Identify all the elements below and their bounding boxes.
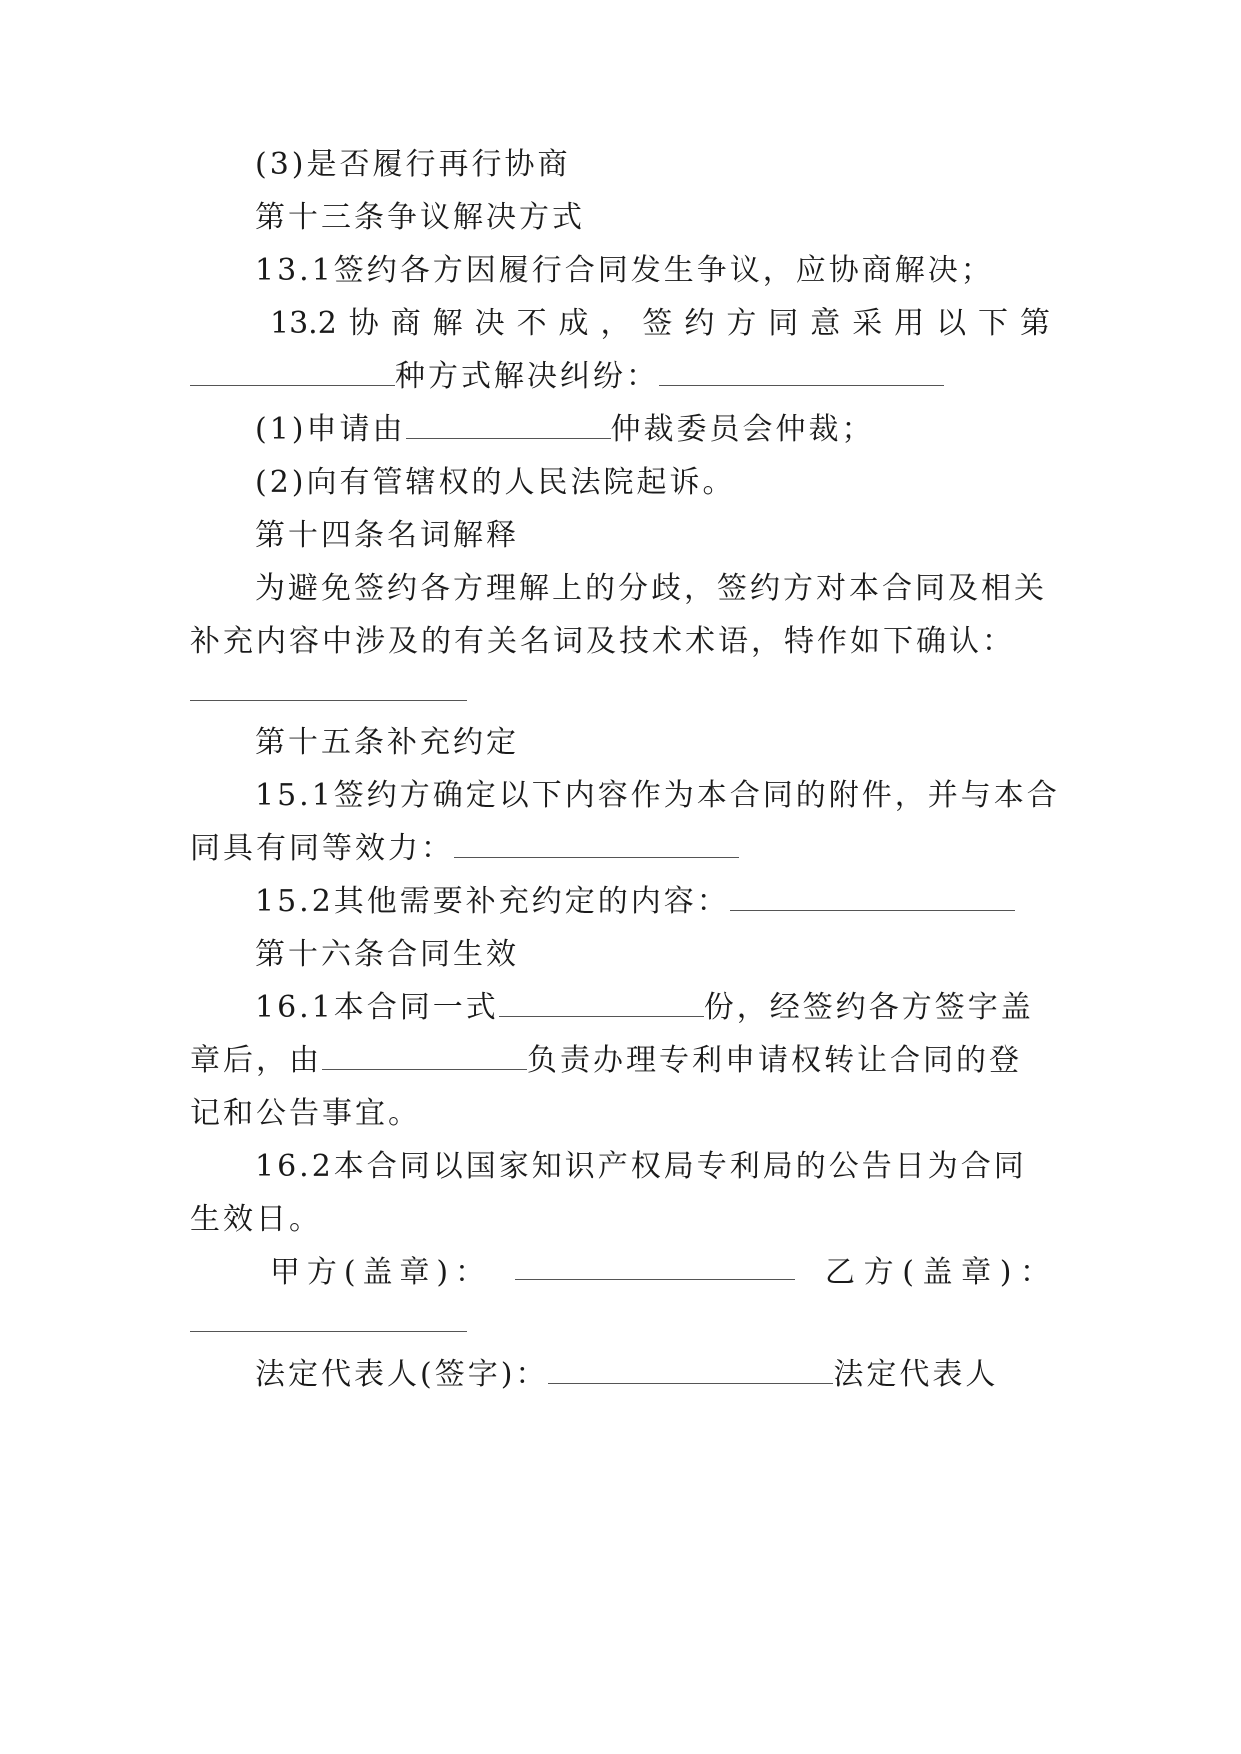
clause-13-2-char: 不 bbox=[516, 306, 547, 341]
blank-term-definitions[interactable] bbox=[190, 700, 467, 701]
clause-16-1-text-c: 章后，由 bbox=[190, 1043, 322, 1078]
clause-13-2-char: 用 bbox=[894, 306, 925, 341]
clause-13-2-char: 采 bbox=[852, 306, 883, 341]
article-16-heading: 第十六条合同生效 bbox=[255, 937, 519, 972]
clause-15-2-text: 15.2其他需要补充约定的内容： bbox=[255, 884, 730, 919]
clause-16-2-line-1: 16.2本合同以国家知识产权局专利局的公告日为合同 bbox=[255, 1149, 1027, 1184]
clause-16-1-text-a: 16.1本合同一式 bbox=[255, 990, 499, 1025]
clause-15-1-text: 同具有同等效力： bbox=[190, 831, 454, 866]
party-a-seal-label bbox=[270, 1253, 485, 1293]
legal-rep-a-label: 法定代表人(签字)： bbox=[255, 1357, 549, 1392]
clause-13-2-char: 决 bbox=[474, 306, 505, 341]
clause-13-2-line bbox=[270, 304, 1050, 344]
article-14-para-line-1: 为避免签约各方理解上的分歧，签约方对本合同及相关 bbox=[255, 571, 1047, 606]
clause-16-1-line-3: 记和公告事宜。 bbox=[190, 1096, 421, 1131]
clause-13-2-char: 下 bbox=[978, 306, 1009, 341]
clause-13-1: 13.1签约各方因履行合同发生争议，应协商解决； bbox=[255, 253, 994, 288]
blank-dispute-method-number[interactable] bbox=[190, 359, 395, 386]
party-a-char: 章 bbox=[399, 1255, 430, 1290]
clause-13-2-char: 方 bbox=[726, 306, 757, 341]
clause-13-2-char: ， bbox=[600, 306, 631, 341]
item-3-negotiate: (3)是否履行再行协商 bbox=[255, 147, 571, 182]
party-b-seal-label bbox=[825, 1253, 1050, 1293]
party-a-char: ( bbox=[343, 1255, 356, 1290]
party-a-char: ) bbox=[436, 1255, 449, 1290]
clause-13-2-char: 协 bbox=[348, 306, 379, 341]
party-b-char: 乙 bbox=[825, 1255, 855, 1290]
article-13-heading: 第十三条争议解决方式 bbox=[255, 200, 585, 235]
party-b-char: 方 bbox=[863, 1255, 894, 1290]
clause-16-1-text-b: 份，经签约各方签字盖 bbox=[703, 990, 1034, 1025]
party-a-char: 盖 bbox=[362, 1255, 393, 1290]
blank-party-b-seal[interactable] bbox=[190, 1331, 467, 1332]
blank-arbitration-commission[interactable] bbox=[406, 412, 611, 439]
clause-15-1-line-2 bbox=[190, 829, 1050, 869]
legal-rep-b-label: 法定代表人 bbox=[833, 1357, 999, 1392]
clause-13-2-char: 签 bbox=[642, 306, 673, 341]
clause-13-2-continuation bbox=[190, 357, 1050, 397]
clause-13-2-char: 同 bbox=[768, 306, 799, 341]
blank-copies-count[interactable] bbox=[499, 990, 704, 1017]
clause-13-2-char: 解 bbox=[432, 306, 463, 341]
party-b-char: ( bbox=[902, 1255, 914, 1290]
option-1-arbitration bbox=[255, 410, 1050, 450]
clause-15-1-line-1: 15.1签约方确定以下内容作为本合同的附件，并与本合 bbox=[255, 778, 1060, 813]
party-a-char: ： bbox=[454, 1255, 485, 1290]
option-1-text-b: 仲裁委员会仲裁； bbox=[610, 412, 875, 447]
party-a-char: 甲 bbox=[270, 1255, 300, 1290]
blank-attachments[interactable] bbox=[454, 831, 739, 858]
clause-13-2-char: 成 bbox=[558, 306, 589, 341]
blank-supplementary[interactable] bbox=[730, 884, 1015, 911]
option-1-text-a: (1)申请由 bbox=[255, 412, 406, 447]
clause-13-2-char: 商 bbox=[390, 306, 421, 341]
dispute-method-text: 种方式解决纠纷： bbox=[395, 359, 659, 394]
clause-16-1-line-2 bbox=[190, 1041, 1050, 1081]
clause-16-1-text-d: 负责办理专利申请权转让合同的登 bbox=[527, 1043, 1022, 1078]
blank-responsible-party[interactable] bbox=[322, 1043, 527, 1070]
article-14-heading: 第十四条名词解释 bbox=[255, 518, 519, 553]
option-2-court: (2)向有管辖权的人民法院起诉。 bbox=[255, 465, 736, 500]
signature-party-line bbox=[270, 1253, 1050, 1293]
clause-13-2-char: 13.2 bbox=[270, 306, 337, 341]
blank-legal-rep-a[interactable] bbox=[548, 1357, 833, 1384]
clause-13-2-char: 第 bbox=[1020, 306, 1050, 341]
party-a-char: 方 bbox=[306, 1255, 337, 1290]
party-b-char: 章 bbox=[961, 1255, 992, 1290]
clause-13-2-char: 约 bbox=[684, 306, 715, 341]
clause-13-2-char: 意 bbox=[810, 306, 841, 341]
clause-16-1-line-1 bbox=[255, 988, 1050, 1028]
article-14-para-line-2: 补充内容中涉及的有关名词及技术术语，特作如下确认： bbox=[190, 624, 1015, 659]
clause-15-2 bbox=[255, 882, 1050, 922]
party-b-char: 盖 bbox=[922, 1255, 953, 1290]
party-b-char: ： bbox=[1020, 1255, 1050, 1290]
article-15-heading: 第十五条补充约定 bbox=[255, 725, 519, 760]
blank-dispute-method[interactable] bbox=[659, 359, 944, 386]
party-b-char: ) bbox=[999, 1255, 1012, 1290]
legal-representative-line bbox=[255, 1355, 1050, 1395]
blank-party-a-seal[interactable] bbox=[515, 1253, 795, 1280]
clause-13-2-char: 以 bbox=[936, 306, 967, 341]
clause-16-2-line-2: 生效日。 bbox=[190, 1202, 322, 1237]
